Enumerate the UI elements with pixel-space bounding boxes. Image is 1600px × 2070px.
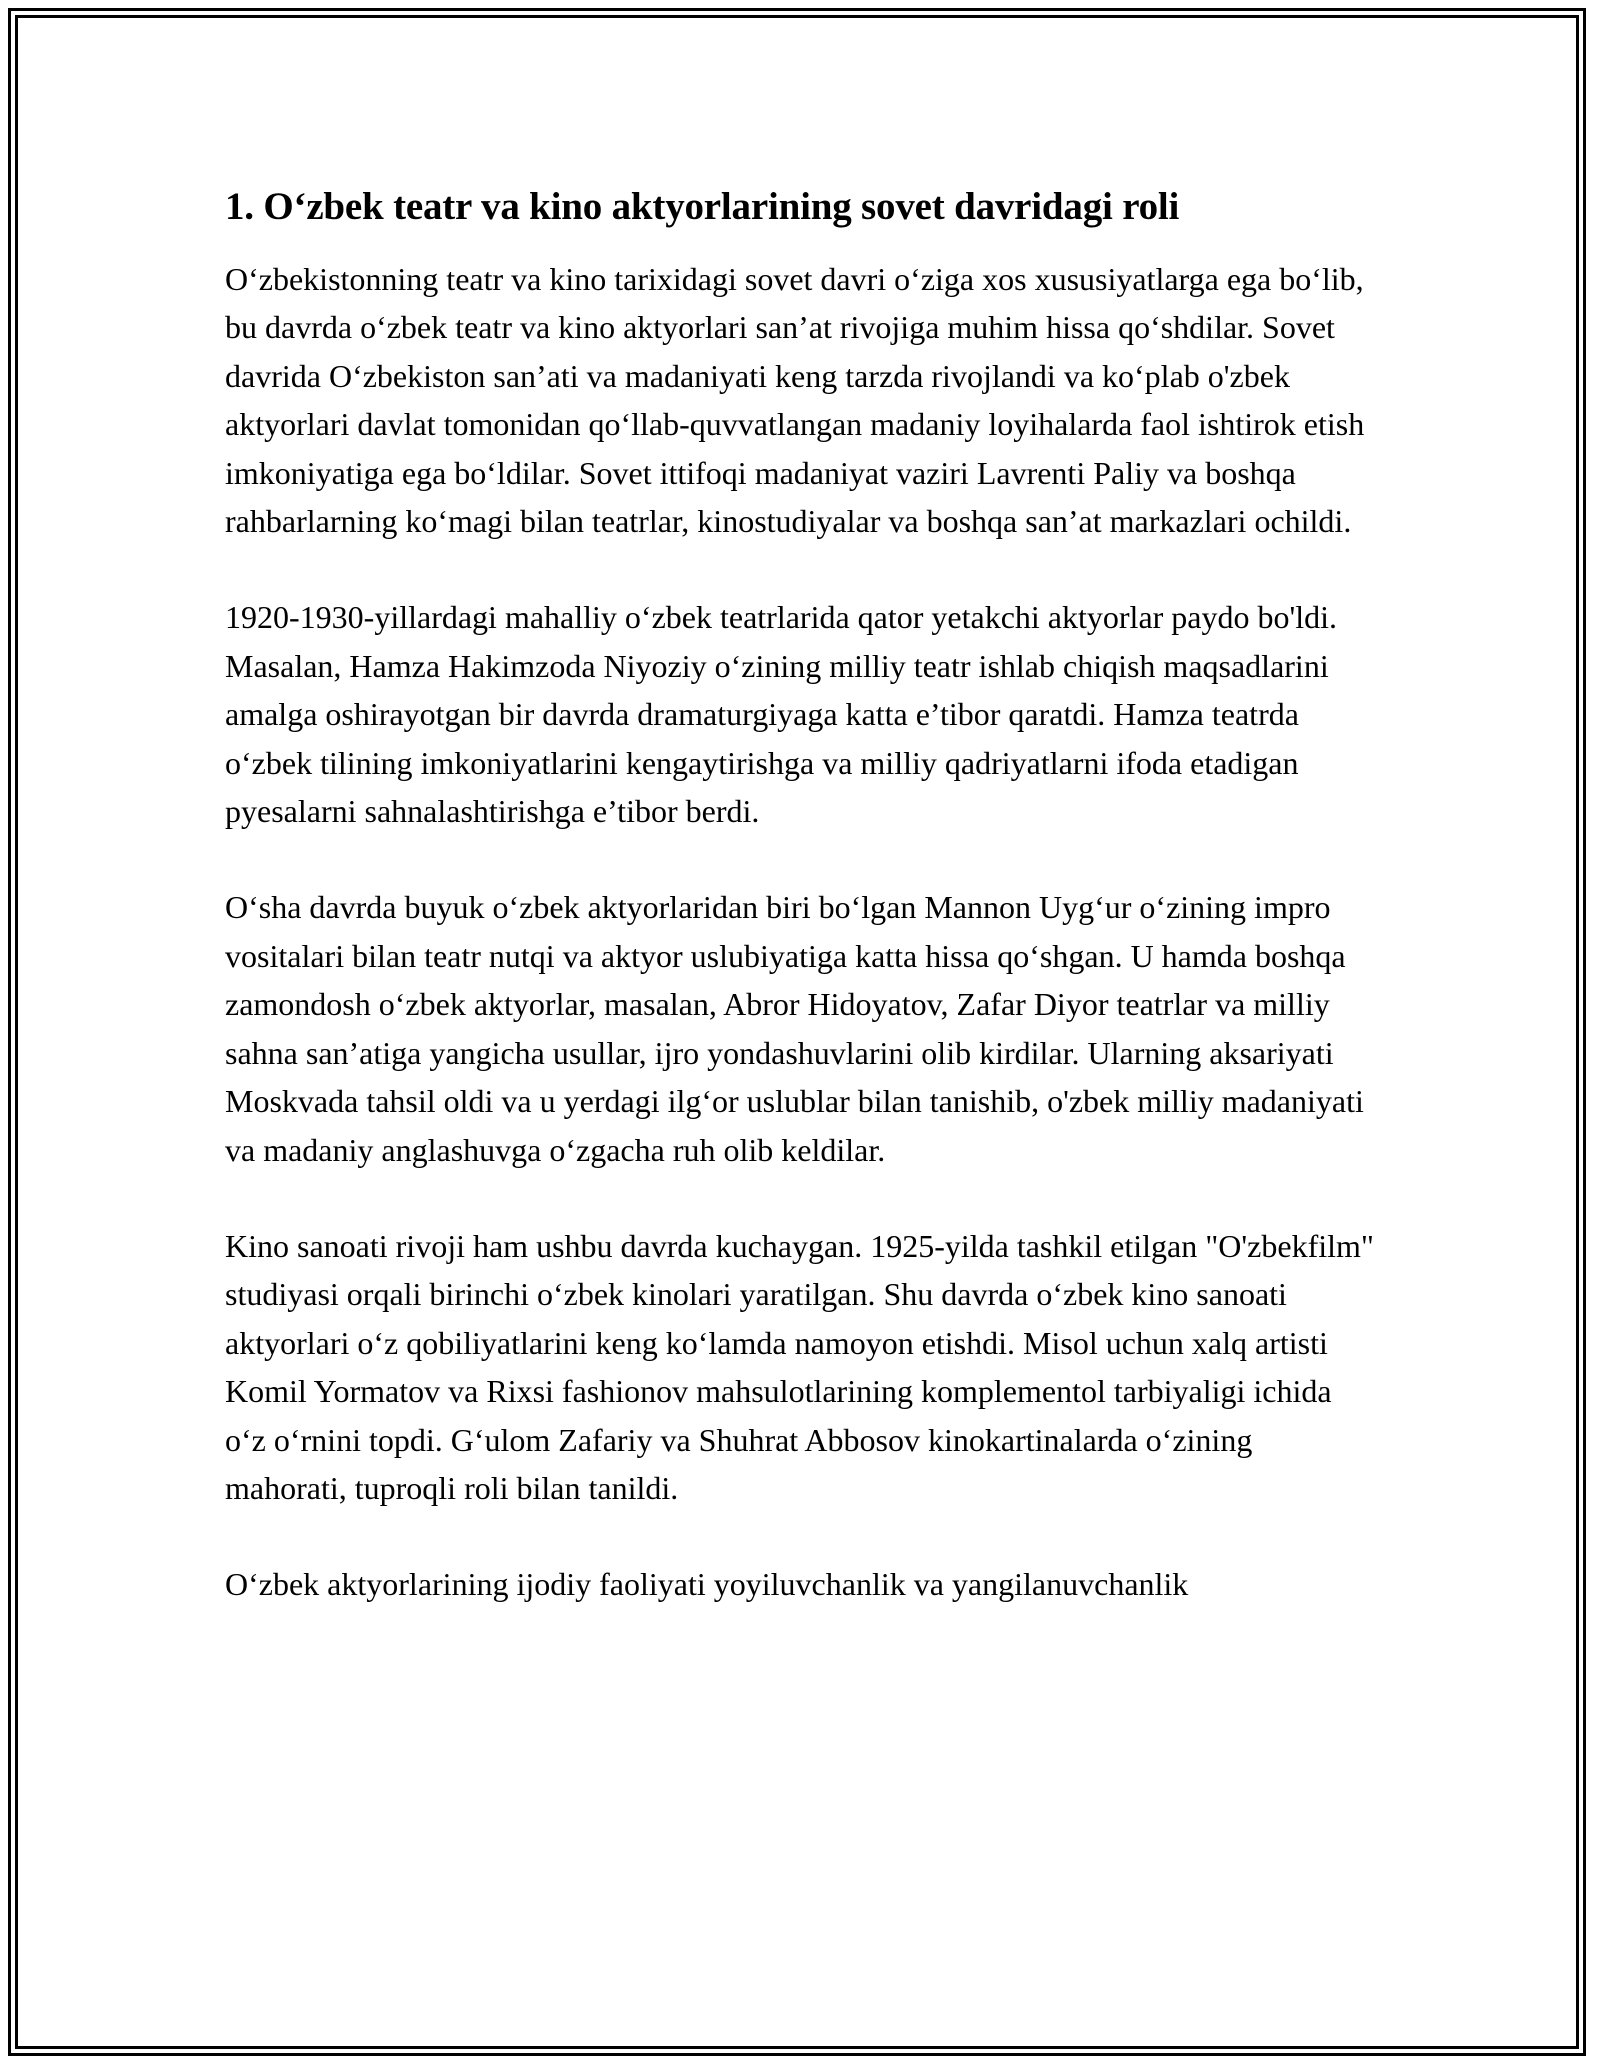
paragraph-5: O‘zbek aktyorlarining ijodiy faoliyati yoyiluvchanlik va yangilanuvchanlik (225, 1566, 1189, 1603)
paragraph-3: O‘sha davrda buyuk o‘zbek aktyorlaridan biri bo‘lgan Mannon Uyg‘ur o‘zining impro vositalari bilan teatr nutqi va aktyor uslubiyatiga katta hissa qo‘shgan. U hamda boshqa zamondosh o‘zbek aktyorlar, masalan, Abror Hidoyatov, Zafar Diyor teatrlar va milliy sahna san’atiga yangicha usullar, ijro yondashuvlarini olib kirdilar. Ularning aksariyati Moskvada tahsil oldi va u yerdagi ilg‘or uslublar bilan tanishib, o'zbek milliy madaniyati va madaniy anglashuvga o‘zgacha ruh olib keldilar. (225, 889, 1364, 1168)
paragraph-4: Kino sanoati rivoji ham ushbu davrda kuchaygan. 1925-yilda tashkil etilgan "O'zbekfilm" studiyasi orqali birinchi o‘zbek kinolari yaratilgan. Shu davrda o‘zbek kino sanoati aktyorlari o‘z qobiliyatlarini keng ko‘lamda namoyon etishdi. Misol uchun xalq artisti Komil Yormatov va Rixsi fashionov mahsulotlarining komplementol tarbiyaligi ichida o‘z o‘rnini topdi. G‘ulom Zafariy va Shuhrat Abbosov kinokartinalarda o‘zining mahorati, tuproqli roli bilan tanildi. (225, 1227, 1374, 1506)
paragraph-2: 1920-1930-yillardagi mahalliy o‘zbek teatrlarida qator yetakchi aktyorlar paydo bo'ldi. Masalan, Hamza Hakimzoda Niyoziy o‘zining milliy teatr ishlab chiqish maqsadlarini amalga oshirayotgan bir davrda dramaturgiyaga katta e’tibor qaratdi. Hamza teatrda o‘zbek tilining imkoniyatlarini kengaytirishga va milliy qadriyatlarni ifoda etadigan pyesalarni sahnalashtirishga e’tibor berdi. (225, 599, 1338, 830)
paragraph-1: O‘zbekistonning teatr va kino tarixidagi sovet davri o‘ziga xos xususiyatlarga ega bo‘lib, bu davrda o‘zbek teatr va kino aktyorlari san’at rivojiga muhim hissa qo‘shdilar. Sovet davrida O‘zbekiston san’ati va madaniyati keng tarzda rivojlandi va ko‘plab o'zbek aktyorlari davlat tomonidan qo‘llab-quvvatlangan madaniy loyihalarda faol ishtirok etish imkoniyatiga ega bo‘ldilar. Sovet ittifoqi madaniyat vaziri Lavrenti Paliy va boshqa rahbarlarning ko‘magi bilan teatrlar, kinostudiyalar va boshqa san’at markazlari ochildi. (225, 261, 1365, 540)
document-body (225, 177, 1375, 1657)
section-heading: 1. O‘zbek teatr va kino aktyorlarining sovet davridagi roli (225, 185, 1180, 228)
